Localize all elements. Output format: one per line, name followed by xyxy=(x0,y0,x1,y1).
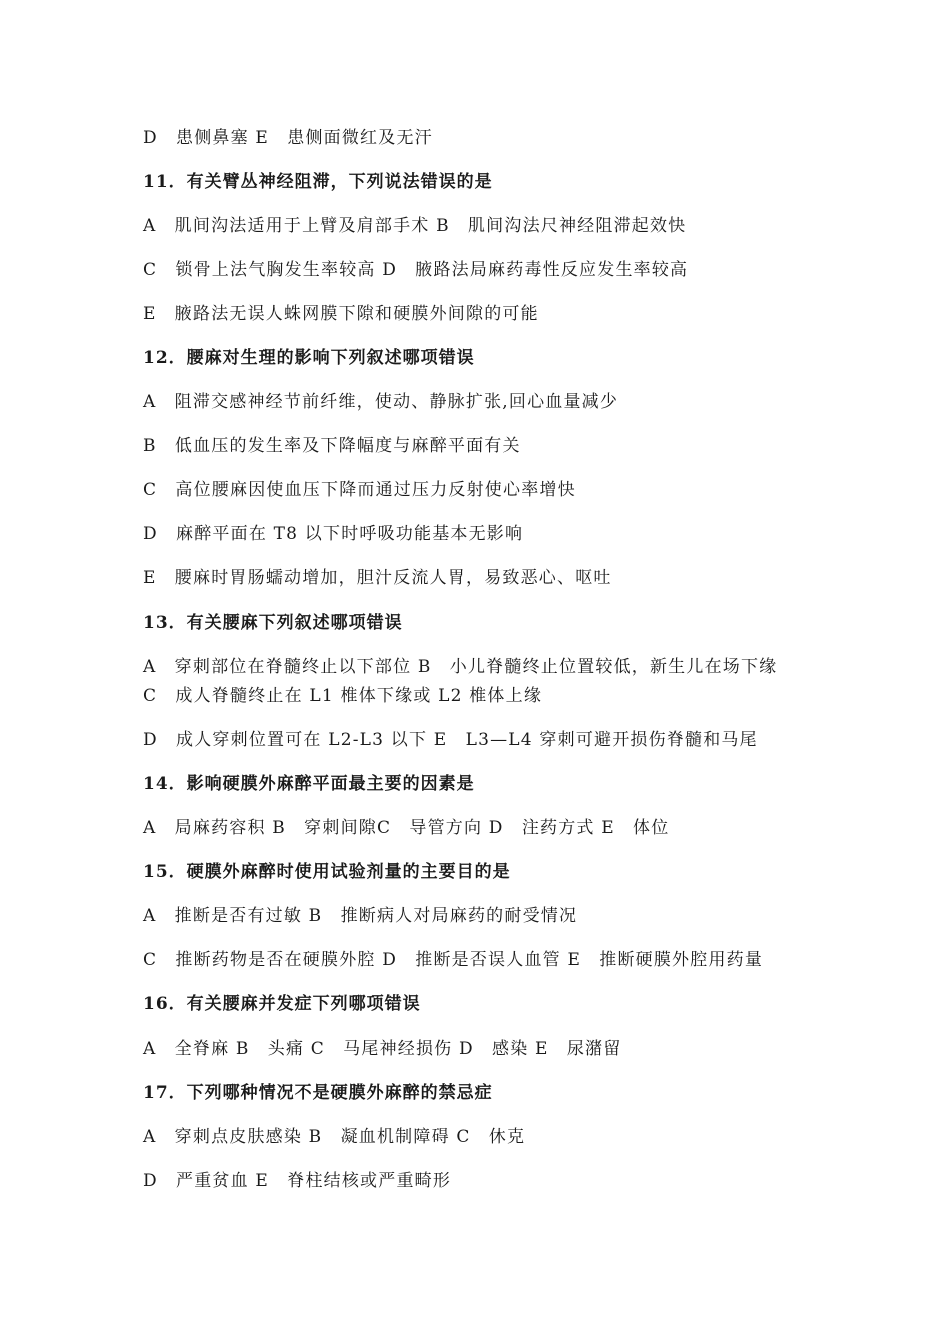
option-line: A 全脊麻 B 头痛 C 马尾神经损伤 D 感染 E 尿潴留 xyxy=(143,1039,622,1059)
option-line: A 穿刺部位在脊髓终止以下部位 B 小儿脊髓终止位置较低，新生儿在场下缘 xyxy=(143,657,778,677)
option-line: A 推断是否有过敏 B 推断病人对局麻药的耐受情况 xyxy=(143,906,578,926)
option-line: C 推断药物是否在硬膜外腔 D 推断是否误人血管 E 推断硬膜外腔用药量 xyxy=(143,950,764,970)
option-line: A 穿刺点皮肤感染 B 凝血机制障碍 C 休克 xyxy=(143,1127,526,1147)
option-line: A 局麻药容积 B 穿刺间隙C 导管方向 D 注药方式 E 体位 xyxy=(143,818,670,838)
question-11: 11．有关臂丛神经阻滞，下列说法错误的是 xyxy=(143,172,493,192)
option-line: C 成人脊髓终止在 L1 椎体下缘或 L2 椎体上缘 xyxy=(143,686,543,706)
option-line: D 患侧鼻塞 E 患侧面微红及无汗 xyxy=(143,128,433,148)
question-15: 15．硬膜外麻醉时使用试验剂量的主要目的是 xyxy=(143,862,511,882)
option-line: D 严重贫血 E 脊柱结核或严重畸形 xyxy=(143,1171,452,1191)
option-line: C 锁骨上法气胸发生率较高 D 腋路法局麻药毒性反应发生率较高 xyxy=(143,260,689,280)
option-line: D 成人穿刺位置可在 L2-L3 以下 E L3—L4 穿刺可避开损伤脊髓和马尾 xyxy=(143,730,758,750)
option-line: E 腰麻时胃肠蠕动增加，胆汁反流人胃，易致恶心、呕吐 xyxy=(143,568,612,588)
option-line: B 低血压的发生率及下降幅度与麻醉平面有关 xyxy=(143,436,521,456)
option-line: C 高位腰麻因使血压下降而通过压力反射使心率增快 xyxy=(143,480,576,500)
question-17: 17．下列哪种情况不是硬膜外麻醉的禁忌症 xyxy=(143,1083,493,1103)
question-13: 13．有关腰麻下列叙述哪项错误 xyxy=(143,613,403,633)
option-line: D 麻醉平面在 T8 以下时呼吸功能基本无影响 xyxy=(143,524,524,544)
question-16: 16．有关腰麻并发症下列哪项错误 xyxy=(143,994,421,1014)
question-14: 14．影响硬膜外麻醉平面最主要的因素是 xyxy=(143,774,475,794)
option-line: A 肌间沟法适用于上臂及肩部手术 B 肌间沟法尺神经阻滞起效快 xyxy=(143,216,687,236)
option-line: E 腋路法无误人蛛网膜下隙和硬膜外间隙的可能 xyxy=(143,304,539,324)
option-line: A 阻滞交感神经节前纤维，使动、静脉扩张,回心血量减少 xyxy=(143,392,619,412)
question-12: 12．腰麻对生理的影响下列叙述哪项错误 xyxy=(143,348,475,368)
